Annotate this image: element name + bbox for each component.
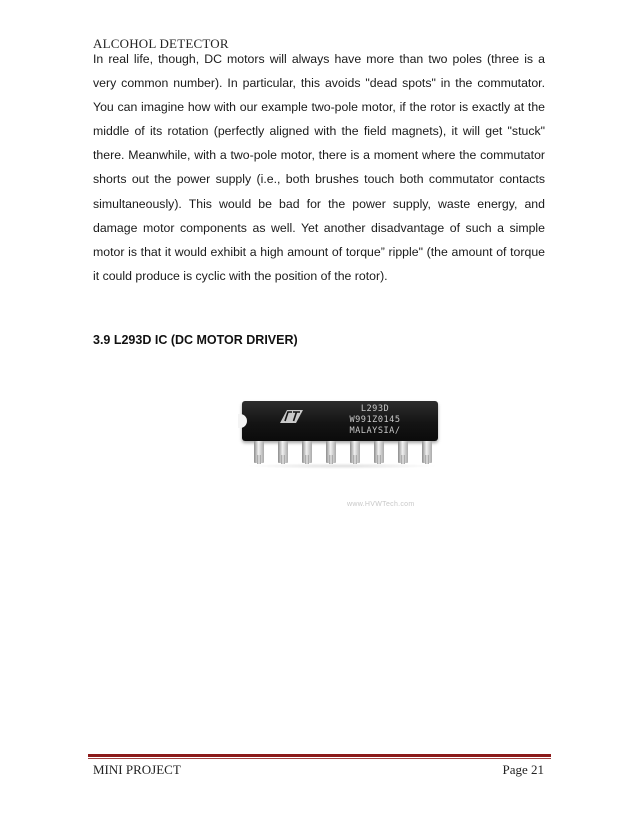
chip-marking-part-number: L293D bbox=[360, 404, 390, 414]
chip-pin bbox=[254, 441, 264, 463]
footer-project-label: MINI PROJECT bbox=[93, 762, 181, 777]
chip-pin bbox=[374, 441, 384, 463]
running-header-title: ALCOHOL DETECTOR bbox=[93, 36, 229, 51]
chip-pin bbox=[278, 441, 288, 463]
chip-shadow bbox=[246, 463, 438, 469]
footer-rule bbox=[88, 754, 551, 757]
chip-marking-origin: MALAYSIA/ bbox=[349, 426, 401, 436]
chip-pin bbox=[326, 441, 336, 463]
chip-marking bbox=[320, 404, 430, 437]
chip-marking-code: W991Z0145 bbox=[349, 415, 401, 425]
section-heading: 3.9 L293D IC (DC MOTOR DRIVER) bbox=[93, 333, 298, 347]
footer-page-number: Page 21 bbox=[502, 762, 544, 777]
chip-pin bbox=[350, 441, 360, 463]
chip-notch bbox=[238, 414, 247, 428]
body-paragraph: In real life, though, DC motors will always have more than two poles (three is a very common number). In particular, this avoids "dead spots" in the commutator. You can imagine how with our example two-pole motor, if the rotor is exactly at the middle of its rotation (perfectly aligned with the field magnets), it will get "stuck" there. Meanwhile, with a two-pole motor, there is a moment where the commutator shorts out the power supply (i.e., both brushes touch both commutator contacts simultaneously). This would be bad for the power supply, waste energy, and damage motor components as well. Yet another disadvantage of such a simple motor is that it would exhibit a high amount of torque” ripple" (the amount of torque it could produce is cyclic with the position of the rotor). bbox=[93, 52, 545, 283]
chip-body bbox=[242, 401, 438, 441]
st-logo-icon bbox=[278, 409, 304, 424]
chip-pin bbox=[398, 441, 408, 463]
l293d-chip-figure bbox=[232, 385, 452, 515]
footer-rule-thin bbox=[88, 758, 551, 759]
chip-pin bbox=[422, 441, 432, 463]
chip-pin bbox=[302, 441, 312, 463]
image-watermark: www.HVWTech.com bbox=[347, 501, 415, 508]
